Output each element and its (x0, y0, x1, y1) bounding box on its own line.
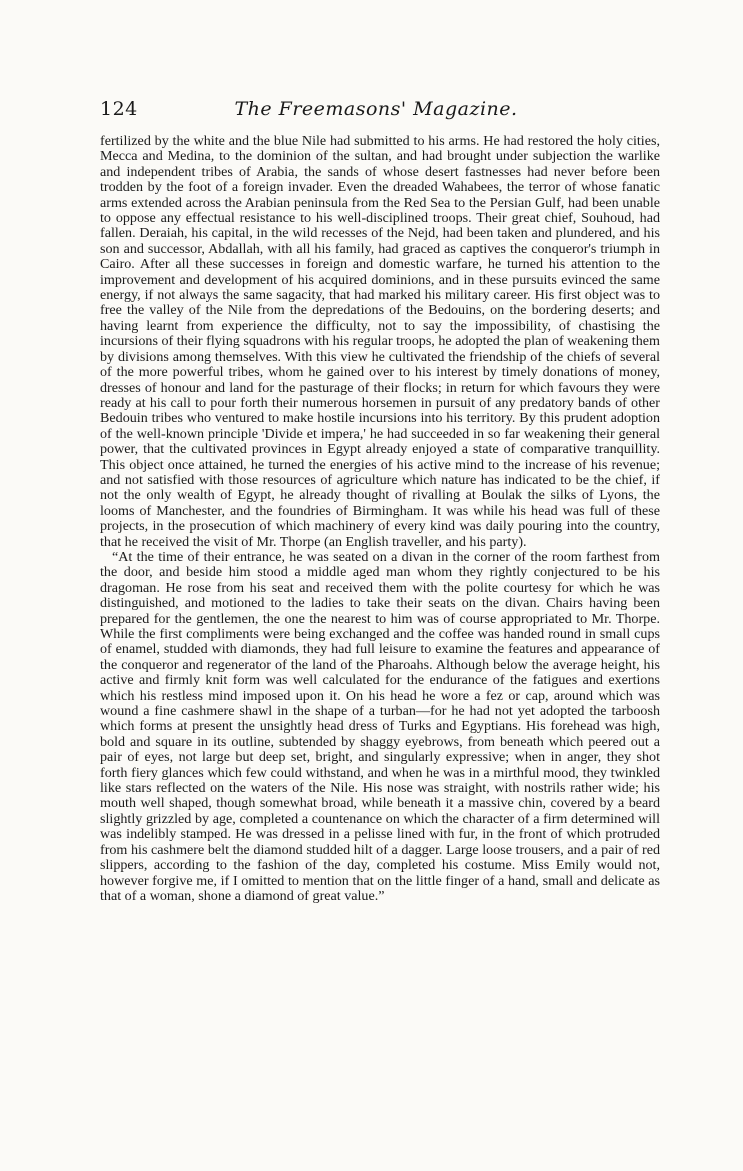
running-title: The Freemasons' Magazine. (234, 98, 518, 120)
article-body (100, 134, 660, 904)
page-number: 124 (100, 98, 138, 120)
paragraph-continued: fertilized by the white and the blue Nile had submitted to his arms. He had restored the holy cities, Mecca and Medina, to the dominion of the sultan, and had brought under subjection the warlike and independent tribes of Arabia, the sands of whose desert fastnesses had never before been trodden by the foot of a foreign invader. Even the dreaded Wahabees, the terror of whose fanatic arms extended across the Arabian peninsula from the Red Sea to the Persian Gulf, had been unable to oppose any effectual resistance to his well-disciplined troops. Their great chief, Souhoud, had fallen. Deraiah, his capital, in the wild recesses of the Nejd, had been taken and plundered, and his son and successor, Abdallah, with all his family, had graced as captives the conqueror's triumph in Cairo. After all these successes in foreign and domestic warfare, he turned his attention to the improvement and development of his acquired dominions, and in these pursuits evinced the same energy, if not always the same sagacity, that had marked his military career. His first object was to free the valley of the Nile from the depredations of the Bedouins, on the bordering deserts; and having learnt from experience the difficulty, not to say the impossibility, of chastising the incursions of their flying squadrons with his regular troops, he adopted the plan of weakening them by divisions among themselves. With this view he cultivated the friendship of the chiefs of several of the more powerful tribes, whom he gained over to his interest by timely donations of money, dresses of honour and land for the pasturage of their flocks; in return for which favours they were ready at his call to pour forth their numerous horsemen in pursuit of any predatory bands of other Bedouin tribes who ventured to make hostile incursions into his territory. By this prudent adoption of the well-known principle 'Divide et impera,' he had succeeded in so far weakening their general power, that the cultivated provinces in Egypt already enjoyed a state of comparative tranquillity. This object once attained, he turned the energies of his active mind to the increase of his revenue; and not satisfied with those resources of agriculture which nature has indicated to be the chief, if not the only wealth of Egypt, he already thought of rivalling at Boulak the silks of Lyons, the looms of Manchester, and the foundries of Birmingham. It was while his head was full of these projects, in the prosecution of which machinery of every kind was daily pouring into the country, that he received the visit of Mr. Thorpe (an English traveller, and his party). (100, 133, 660, 550)
paragraph-quotation: “At the time of their entrance, he was seated on a divan in the corner of the room farthest from the door, and beside him stood a middle aged man whom they rightly conjectured to be his dragoman. He rose from his seat and received them with the polite courtesy for which he was distinguished, and motioned to the ladies to take their seats on the divan. Chairs having been prepared for the gentlemen, the one the nearest to him was of course appropriated to Mr. Thorpe. While the first compliments were being exchanged and the coffee was handed round in small cups of enamel, studded with diamonds, they had full leisure to examine the features and appearance of the conqueror and regenerator of the land of the Pharoahs. Although below the average height, his active and firmly knit form was well calculated for the endurance of the fatigues and exertions which his restless mind imposed upon it. On his head he wore a fez or cap, around which was wound a fine cashmere shawl in the shape of a turban—for he had not yet adopted the tarboosh which forms at present the unsightly head dress of Turks and Egyptians. His forehead was high, bold and square in its outline, subtended by shaggy eyebrows, from beneath which peered out a pair of eyes, not large but deep set, bright, and singularly expressive; when in anger, they shot forth fiery glances which few could withstand, and when he was in a mirthful mood, they twinkled like stars reflected on the waters of the Nile. His nose was straight, with nostrils rather wide; his mouth well shaped, though somewhat broad, while beneath it a massive chin, covered by a beard slightly grizzled by age, completed a countenance on which the character of a firm determined will was indelibly stamped. He was dressed in a pelisse lined with fur, in the front of which protruded from his cashmere belt the diamond studded hilt of a dagger. Large loose trousers, and a pair of red slippers, according to the fashion of the day, completed his costume. Miss Emily would not, however forgive me, if I omitted to mention that on the little finger of a hand, small and delicate as that of a woman, shone a diamond of great value.” (100, 548, 660, 904)
page-header (96, 96, 656, 126)
